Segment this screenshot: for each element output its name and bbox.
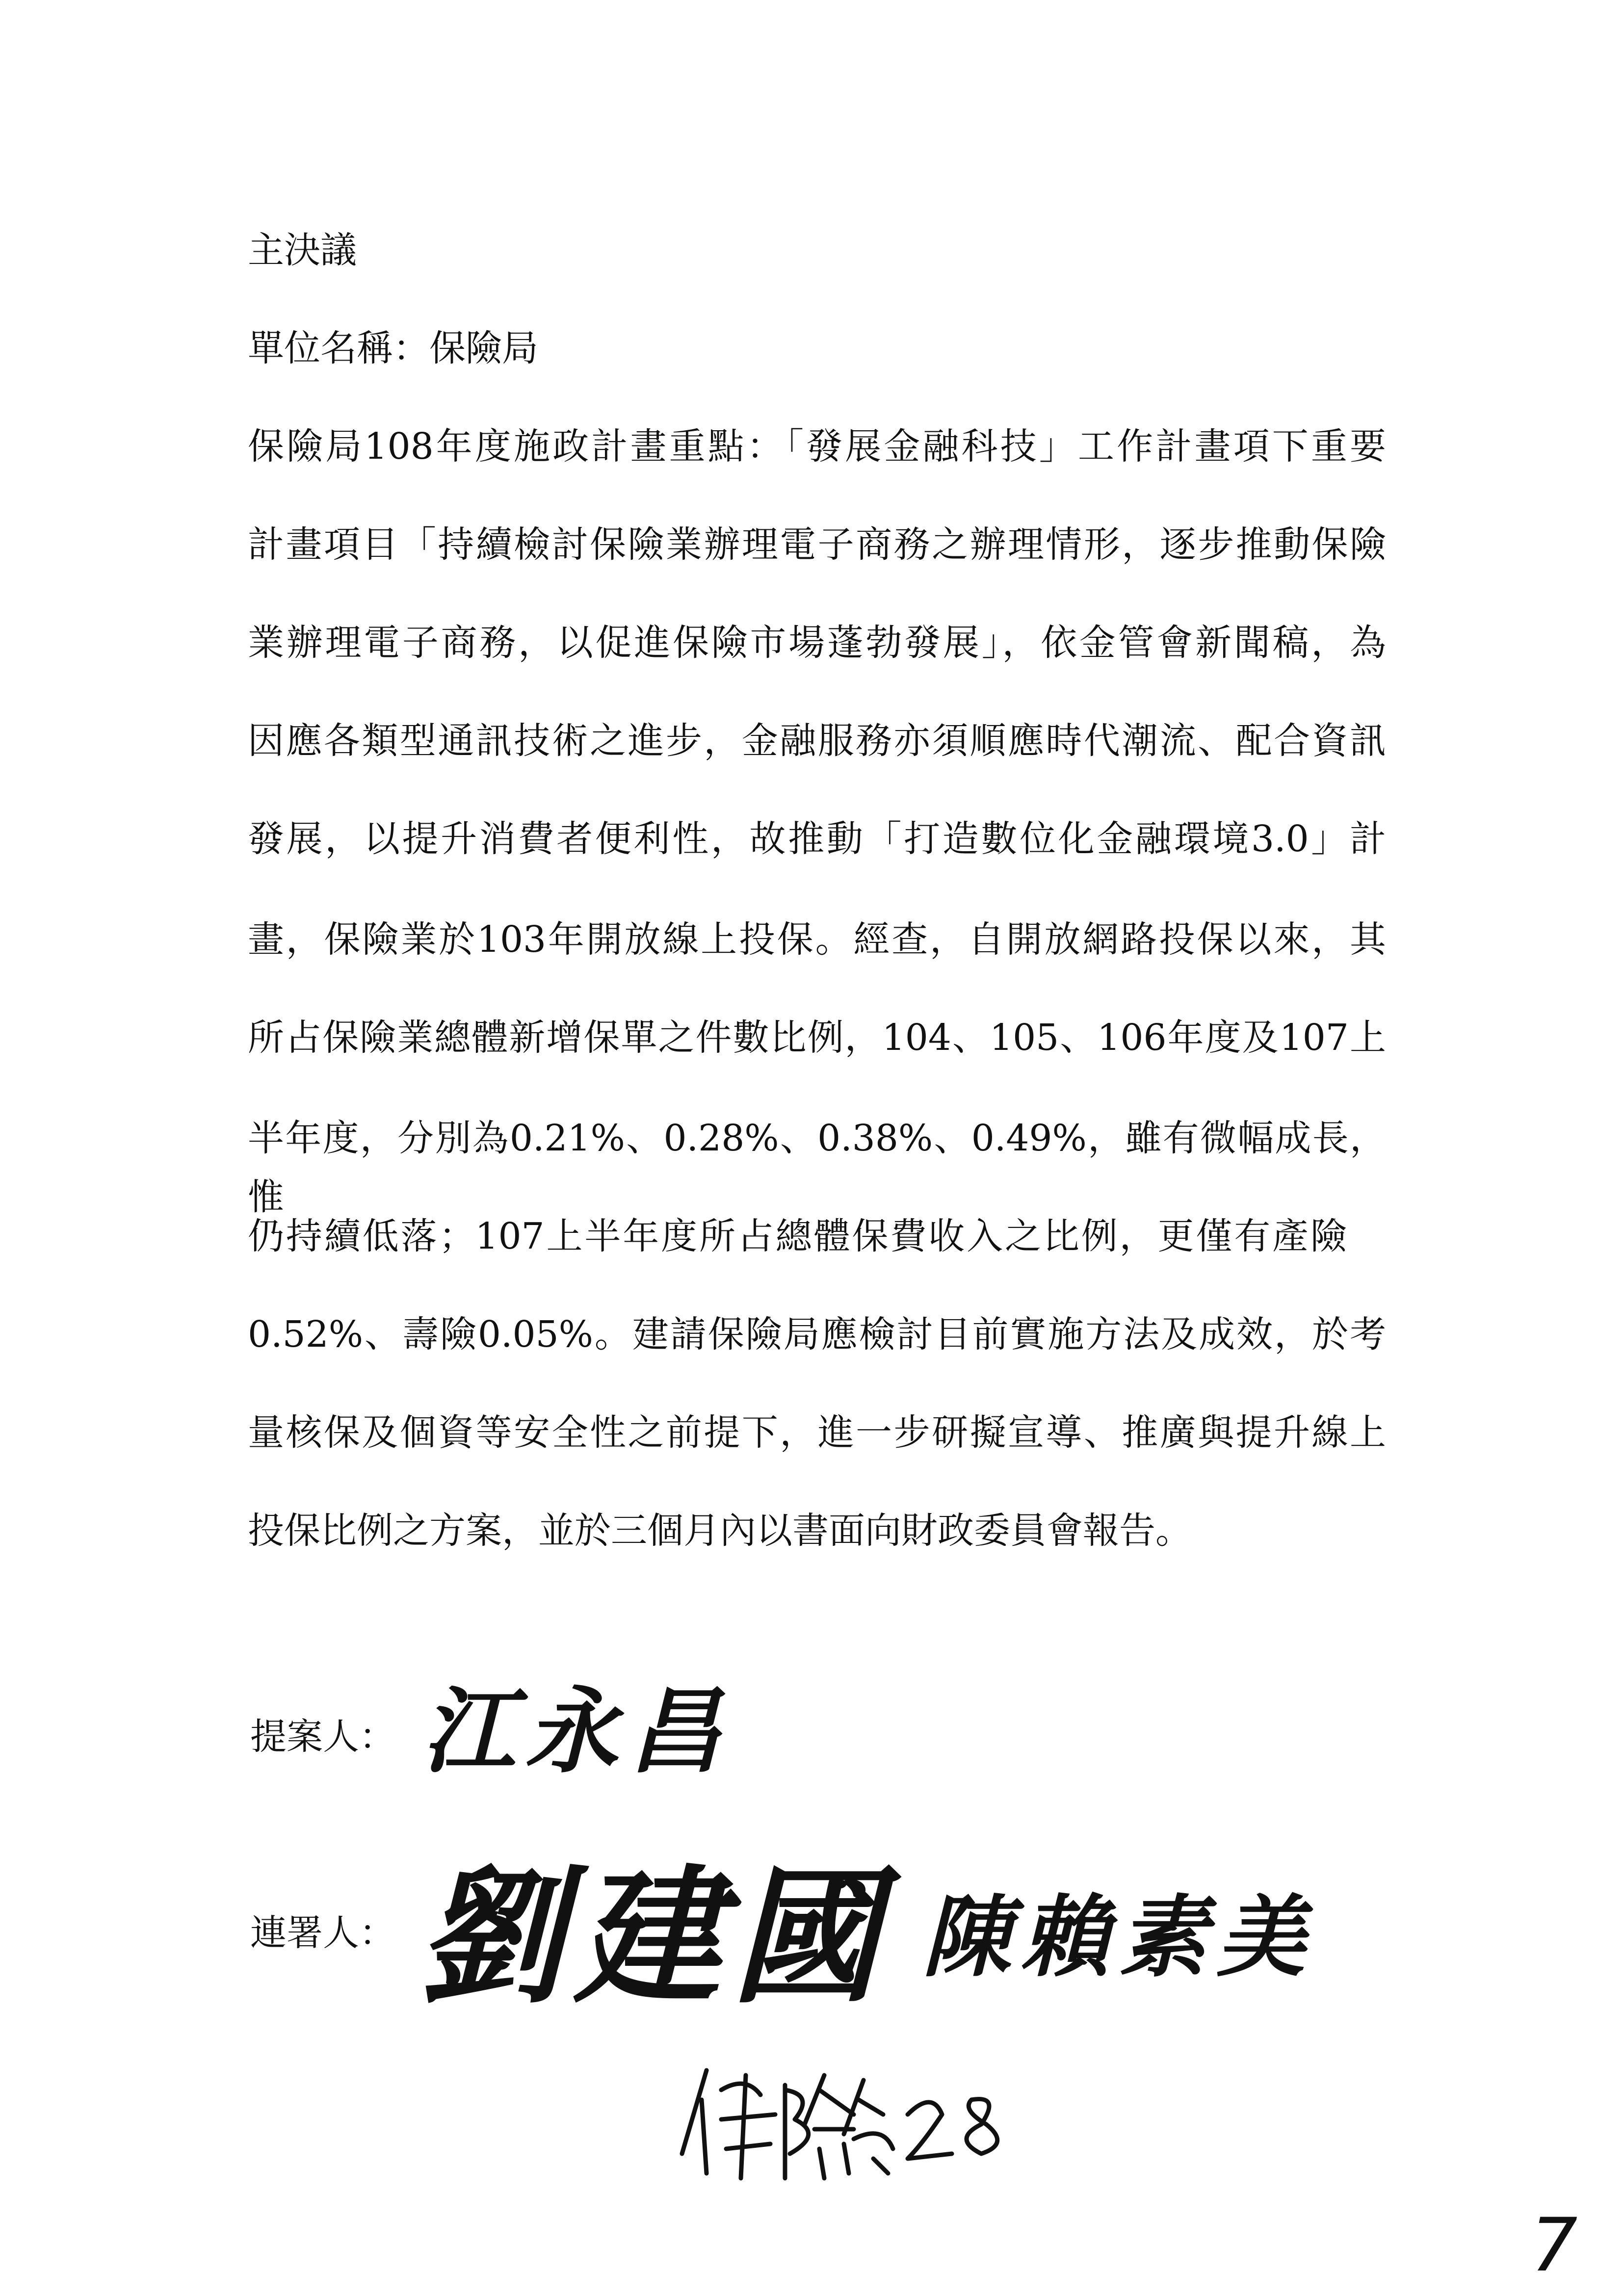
body-line: 半年度，分別為0.21%、0.28%、0.38%、0.49%，雖有微幅成長，惟 (248, 1117, 1386, 1218)
unit-name: 單位名稱：保險局 (248, 327, 538, 369)
page-number: 7 (1531, 2203, 1578, 2288)
body-line: 0.52%、壽險0.05%。建請保險局應檢討目前實施方法及成效，於考 (248, 1313, 1386, 1356)
body-line: 保險局108年度施政計畫重點：「發展金融科技」工作計畫項下重要 (248, 425, 1386, 468)
cosigner-label: 連署人： (250, 1912, 395, 1954)
body-line: 畫，保險業於103年開放線上投保。經查，自開放網路投保以來，其 (248, 918, 1386, 961)
body-line: 所占保險業總體新增保單之件數比例，104、105、106年度及107上 (248, 1017, 1386, 1059)
stamp-note-handwritten (677, 2061, 1030, 2183)
body-line: 投保比例之方案，並於三個月內以書面向財政委員會報告。 (248, 1510, 1192, 1552)
body-line: 業辦理電子商務，以促進保險市場蓬勃發展」，依金管會新聞稿，為 (248, 622, 1386, 664)
cosigner-signature-1: 劉建國 (417, 1852, 888, 2023)
proposer-label: 提案人： (250, 1716, 395, 1758)
resolution-heading: 主決議 (248, 229, 357, 271)
body-line: 發展，以提升消費者便利性，故推動「打造數位化金融環境3.0」計 (248, 818, 1386, 860)
body-line: 因應各類型通訊技術之進步，金融服務亦須順應時代潮流、配合資訊 (248, 720, 1386, 762)
body-line: 計畫項目「持續檢討保險業辦理電子商務之辦理情形，逐步推動保險 (248, 523, 1386, 566)
body-line: 量核保及個資等安全性之前提下，進一步研擬宣導、推廣與提升線上 (248, 1411, 1386, 1454)
proposer-signature: 江永昌 (422, 1677, 732, 1786)
body-line: 仍持續低落；107上半年度所占總體保費收入之比例，更僅有產險 (248, 1215, 1347, 1257)
cosigner-signature-2: 陳賴素美 (922, 1886, 1315, 1989)
